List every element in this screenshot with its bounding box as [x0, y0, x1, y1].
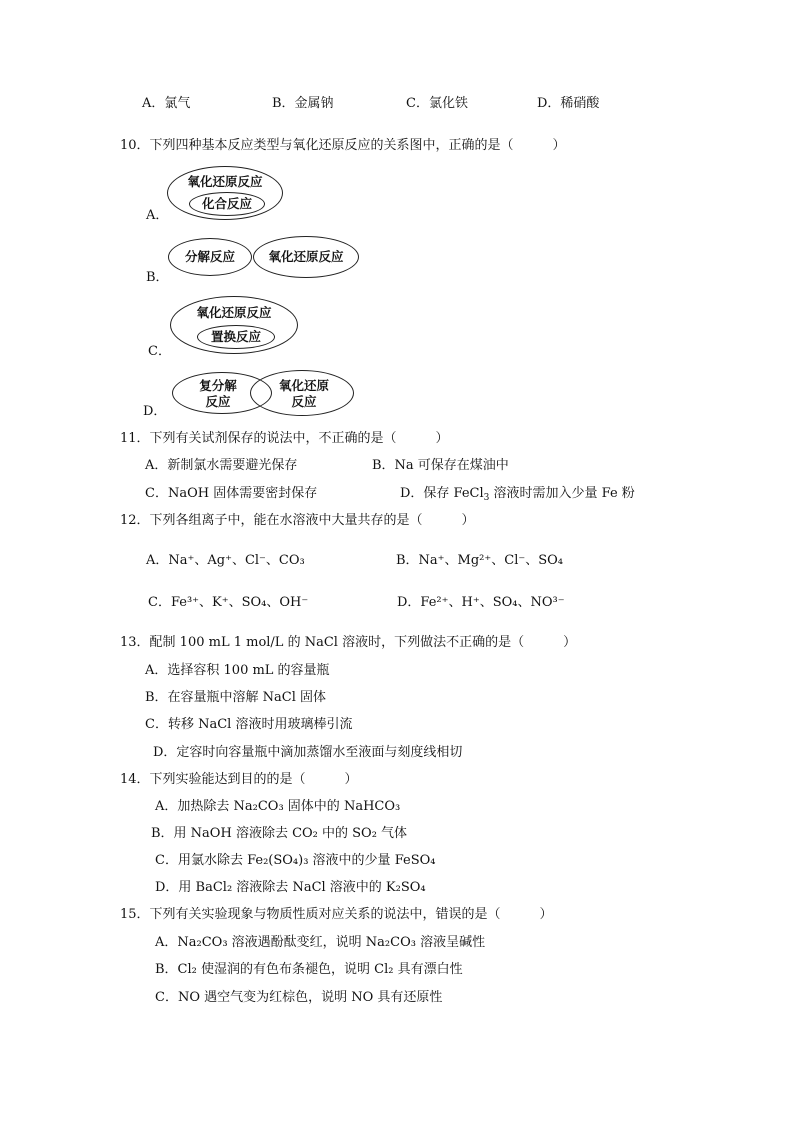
- q12-option-b: B．Na⁺、Mg²⁺、Cl⁻、SO₄: [396, 553, 563, 568]
- q10-a-outer-label: 氧化还原反应: [187, 174, 263, 189]
- q10-option-a-letter: A．: [146, 208, 169, 223]
- q13-option-c: C．转移 NaCl 溶液时用玻璃棒引流: [145, 717, 353, 732]
- q9-option-c: C．氯化铁: [406, 96, 468, 111]
- q10-d-right-label-2: 反应: [291, 394, 317, 409]
- q9-option-b: B．金属钠: [272, 96, 334, 111]
- q10-a-inner-label: 化合反应: [201, 196, 252, 211]
- q10-option-b-letter: B．: [146, 270, 169, 285]
- q11-option-d-pre: D．保存 FeCl: [400, 486, 484, 501]
- q13-option-d: D．定容时向容量瓶中滴加蒸馏水至液面与刻度线相切: [153, 745, 463, 760]
- q14-option-b: B．用 NaOH 溶液除去 CO₂ 中的 SO₂ 气体: [151, 826, 408, 841]
- q10-b-left-label: 分解反应: [184, 249, 235, 264]
- q15-option-a: A．Na₂CO₃ 溶液遇酚酞变红，说明 Na₂CO₃ 溶液呈碱性: [155, 935, 486, 950]
- q11-option-d-sub: 3: [483, 493, 490, 503]
- q12-stem: 12．下列各组离子中，能在水溶液中大量共存的是（ ）: [120, 513, 475, 528]
- q10-d-left-label-2: 反应: [205, 394, 231, 409]
- q12-option-c: C．Fe³⁺、K⁺、SO₄、OH⁻: [148, 595, 309, 610]
- q11-option-d-post: 溶液时需加入少量 Fe 粉: [489, 486, 635, 501]
- q10-option-c-letter: C．: [148, 344, 171, 359]
- q9-option-d: D．稀硝酸: [537, 96, 600, 111]
- q13-option-b: B．在容量瓶中溶解 NaCl 固体: [145, 690, 327, 705]
- q14-stem: 14．下列实验能达到目的的是（ ）: [120, 772, 358, 787]
- q13-stem: 13．配制 100 mL 1 mol/L 的 NaCl 溶液时，下列做法不正确的是（ ）: [120, 635, 577, 650]
- q14-option-c: C．用氯水除去 Fe₂(SO₄)₃ 溶液中的少量 FeSO₄: [155, 853, 436, 868]
- q12-option-a: A．Na⁺、Ag⁺、Cl⁻、CO₃: [146, 553, 305, 568]
- q9-option-a: A．氯气: [142, 96, 191, 111]
- q14-option-d: D．用 BaCl₂ 溶液除去 NaCl 溶液中的 K₂SO₄: [155, 880, 426, 895]
- q10-stem: 10．下列四种基本反应类型与氧化还原反应的关系图中，正确的是（ ）: [120, 138, 566, 153]
- q10-c-outer-label: 氧化还原反应: [196, 305, 272, 320]
- q10-c-inner-label: 置换反应: [210, 329, 261, 344]
- q11-option-b: B．Na 可保存在煤油中: [372, 458, 509, 473]
- q10-d-left-label-1: 复分解: [199, 378, 237, 393]
- q11-option-a: A．新制氯水需要避光保存: [145, 458, 298, 473]
- q10-option-d-letter: D．: [143, 404, 167, 419]
- q10-d-right-label-1: 氧化还原: [278, 378, 329, 393]
- q13-option-a: A．选择容积 100 mL 的容量瓶: [145, 663, 330, 678]
- q15-option-c: C．NO 遇空气变为红棕色，说明 NO 具有还原性: [155, 990, 443, 1005]
- q12-option-d: D．Fe²⁺、H⁺、SO₄、NO³⁻: [397, 595, 565, 610]
- q10-b-right-label: 氧化还原反应: [268, 249, 344, 264]
- q15-stem: 15．下列有关实验现象与物质性质对应关系的说法中，错误的是（ ）: [120, 907, 553, 922]
- q14-option-a: A．加热除去 Na₂CO₃ 固体中的 NaHCO₃: [155, 799, 401, 814]
- q10-d-right-ellipse: [250, 370, 354, 416]
- q11-stem: 11．下列有关试剂保存的说法中，不正确的是（ ）: [120, 431, 449, 446]
- q11-option-d: [400, 486, 635, 502]
- q15-option-b: B．Cl₂ 使湿润的有色布条褪色，说明 Cl₂ 具有漂白性: [155, 962, 463, 977]
- q11-option-c: C．NaOH 固体需要密封保存: [145, 486, 318, 501]
